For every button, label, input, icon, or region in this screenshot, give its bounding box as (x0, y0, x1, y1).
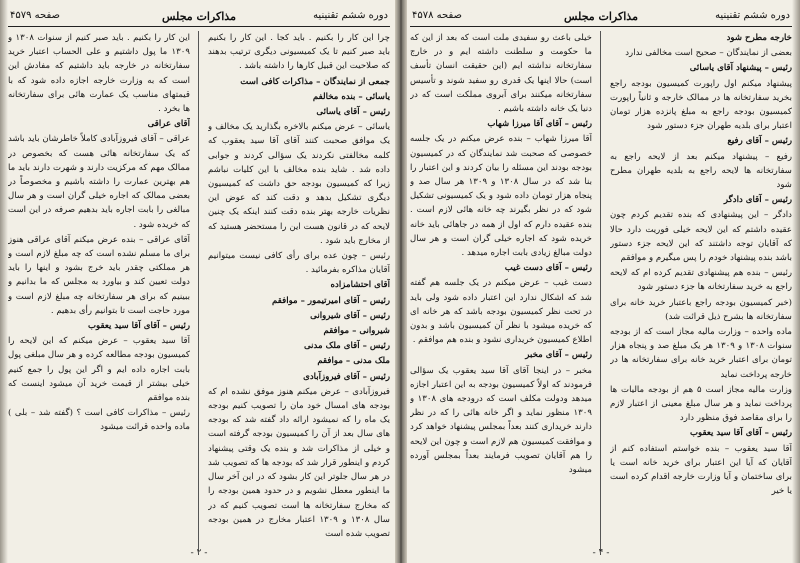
left-page-header (8, 6, 390, 27)
paragraph: مخبر – در اینجا آقای آقا سید یعقوب یک سؤالی فرمودند که اولاً کمیسیون بودجه به این اعتبار اجازه میدهد ودولت مکلف است که درودجه های ۱۳۰۸ و ۱۳۰۹ منظور نماید و اگر خانه هائی را که در نظر دارند خریداری کنند بعداً بمجلس پیشنهاد خواهد کرد و موافقت کمیسیون هم لازم است و چون این لایحه را هم آقایان تصویب فرمایند بعداً بمجلس آورده میشود (410, 365, 592, 476)
paragraph: بعضی از نمایندگان – صحیح است مخالفی ندارد (625, 48, 792, 59)
paragraph: خارجه مطرح شود (726, 33, 792, 43)
right-page-footer: - ۴ - (592, 548, 610, 558)
paragraph: ملک مدنی – موافقم (317, 356, 390, 367)
paragraph: یاسائی – عرض میکنم بالاخره بگذارید یک مخالف و یک موافق صحبت کنند آقای آقا سید یعقوب که کلمه مخالفتی نکردند یک سؤالی کردند و جوابی داده شد . شاید بنده مخالف با این کلیات نباشم زیرا که کمیسیون بودجه حق داشت که کمیسیون دیگری تشکیل بدهد و دقت کند که عوض این نظریات خارجه بهتر بنده دقت کنند اینکه یک چنین لایحه که در قانون هست این را مستحضر هستید که از مخارج باید شود . (208, 122, 390, 246)
paragraph: رئیس – آقای دست غیب (504, 263, 592, 274)
paragraph: رئیس – آقای آقا سید یعقوب (689, 428, 792, 439)
paragraph: رفیع – پیشنهاد میکنم بعد از لایحه راجع به سفارتخانه ها لایحه راجع به بلدیه طهران مطرح شود (610, 151, 792, 191)
paragraph: رئیس – آقای امیرتیمور – موافقم (272, 295, 390, 306)
paragraph: رئیس – آقای رفیع (727, 136, 792, 147)
left-header-session: دوره ششم تقنینیه (313, 10, 388, 21)
left-page-body (8, 31, 390, 551)
paragraph: ماده واحده – وزارت مالیه مجاز است که از بودجه سنوات ۱۳۰۸ و ۱۳۰۹ هر یک مبلغ صد و پنجاه هزار تومان برای اعتبار خرید خانه برای سفارتخانه ها در خارجه پرداخت نماید (610, 327, 792, 380)
left-edge-shadow (0, 0, 8, 563)
right-page-body (410, 31, 792, 551)
left-header-page-number: صفحه ۴۵۷۹ (10, 10, 61, 21)
column-divider (600, 31, 601, 551)
paragraph: آقا سید یعقوب – بنده خواستم استفاده کنم از آقایان که آیا این اعتبار برای خرید خانه است یا برای ساختمان و آیا وزارت خارجه اقدام کرده است یا خیر (610, 443, 792, 497)
paragraph: خیلی باعث رو سفیدی ملت است که بعد از این که ما حکومت و سلطنت داشته ایم و در خارج سفارتخانه نداشته ایم (این حقیقت انسان تأسف است) حالا اینها یک قدری رو سفید شوند و تأسیس سفارتخانه میکنند برای آبروی مملکت است که در دنیا یک خانه داشته باشیم . (410, 33, 592, 115)
right-edge-shadow (792, 0, 800, 563)
paragraph: رئیس – آقای آقا میرزا شهاب (487, 119, 592, 130)
paragraph: آقای عراقی – بنده عرض میکنم آقای عراقی هنوز برای ما مسلم نشده است که چه مبلغ لازم است و هر مملکتی چقدر باید خرج بشود و اینها را باید دولت تعیین کند و بیاورد به مجلس که ما بدانیم و ببینیم که برای هر سفارتخانه چه مبلغ لازم است و مورد حاجت است تا بتوانیم رأی بدهیم . (8, 234, 190, 316)
right-header-page-number: صفحه ۴۵۷۸ (412, 10, 463, 21)
paragraph: آقا میرزا شهاب – بنده عرض میکنم در یک جلسه خصوصی که صحبت شد نمایندگان که در کمیسیون بودجه بودند این مسئله را بیان کردند و این اعتبار را بنا شد که در سال ۱۳۰۸ و ۱۳۰۹ هر سال صد و پنجاه هزار تومان داده شود و یک کمیسیونی تشکیل شود که در نظر بگیرند چه خانه هائی لازم است . بنده عقیده دارم که اول از همه در جاهائی باید خانه خریده شود که اجاره خیلی گران است و هر سال دولت مبالغ زیادی بابت اجاره میدهد . (410, 134, 592, 259)
paragraph: این کار را بکنیم . باید صبر کنیم از سنوات ۱۳۰۸ و ۱۳۰۹ ما پول داشتیم و علی الحساب اعتبار خرید سفارتخانه در خارجه باید داشتیم که مفادش این است که به وزارت خارجه اجازه داده شود که با قیمتهای مناسب یک عمارت هائی برای سفارتخانه ها بخرد . (8, 33, 190, 115)
paragraph: رئیس – آقای یاسائی (316, 107, 390, 118)
paragraph: وزارت مالیه مجاز است ۵ هم از بودجه مالیات ها پرداخت نماید و هر سال مبلغ معینی از اعتبار لازم را برای مقاصد فوق منظور دارد (610, 384, 792, 424)
right-page-column-2 (410, 31, 592, 551)
paragraph: عراقی – آقای فیروزآبادی کاملاً خاطرشان باید باشد که یک سفارتخانه هائی هست که بخصوص در ممالک مهم که مرکزیت دارند و شهرت دارند باید ما هم بهترین عمارت را داشته باشیم و مخصوصاً در بعضی ممالک که اجاره خیلی گران است و هر سال مبالغی را بابت اجاره باید بدهیم صرفه در این است که خریده شود . (8, 134, 190, 230)
column-divider (198, 31, 199, 551)
book-gutter (395, 0, 407, 563)
right-header-session: دوره ششم تقنینیه (715, 10, 790, 21)
left-page-column-1 (208, 31, 390, 551)
left-page-footer: - ۲ - (190, 548, 208, 558)
paragraph: رئیس – آقای دادگر (723, 195, 792, 206)
paragraph: رئیس – آقای مخبر (525, 350, 592, 361)
paragraph: رئیس – آقای فیروزآبادی (303, 371, 390, 382)
right-page (410, 6, 792, 558)
paragraph: آقای عراقی (147, 119, 190, 130)
right-page-column-1 (610, 31, 792, 551)
paragraph: رئیس – بنده هم پیشنهادی تقدیم کرده ام که لایحه راجع به خرید سفارتخانه ها جزء دستور شود (610, 268, 792, 293)
paragraph: شیروانی – موافقم (323, 326, 390, 337)
left-page (8, 6, 390, 558)
paragraph: فیروزآبادی – عرض میکنم هنوز موفق نشده ام که بودجه های امسال خود مان را تصویب کنیم بودجه یک ماه را که نمیشود ارائه داد گفته شد که بودجه های سال بعد از آن را کمیسیون بودجه گرفته است و خیلی از مذاکرات شد و بنده یک وقتی پیشنهاد کردم و اینطور قرار شد که بودجه ها که تصویب شد در هر سال جلوتر این کار بشود که در این آخر سال ما اینطور معطل نشویم و در حدود همین بودجه را که مخارج سفارتخانه ها است تصویب کنیم که در سال ۱۳۰۸ و ۱۳۰۹ اعتبار مخارج در همین بودجه تصویب شده است (208, 386, 390, 539)
paragraph: رئیس – مذاکرات کافی است ؟ (گفته شد – بلی ) ماده واحده قرائت میشود (8, 408, 190, 433)
paragraph: پیشنهاد میکنم اول راپورت کمیسیون بودجه راجع بخرید سفارتخانه ها در ممالک خارجه و ثانیاً راپورت کمیسیون بودجه راجع به مبلغ پانزده هزار تومان اعتبار برای بلدیه طهران جزء دستور شود (610, 78, 792, 132)
right-page-header (410, 6, 792, 27)
paragraph: آقای احتشامزاده (330, 280, 390, 291)
paragraph: یاسائی – بنده مخالفم (312, 91, 390, 102)
paragraph: (خبر کمیسیون بودجه راجع باعتبار خرید خانه برای سفارتخانه ها بشرح ذیل قرائت شد) (610, 297, 792, 322)
paragraph: جمعی از نمایندگان – مذاکرات کافی است (240, 76, 390, 87)
paragraph: رئیس – آقای آقا سید یعقوب (87, 321, 190, 332)
paragraph: رئیس – آقای شیروانی (310, 310, 390, 321)
paragraph: رئیس – چون عده برای رأی کافی نیست میتوانیم آقایان مذاکره بفرمائید . (208, 251, 390, 276)
right-header-title: مذاکرات مجلس (564, 10, 638, 23)
paragraph: آقا سید یعقوب – عرض میکنم که این لایحه را کمیسیون بودجه مطالعه کرده و هر سال مبلغی پول بابت اجاره داده ایم و اگر این پول را جمع کنیم خیلی بیشتر از قیمت خرید آن میشود اینست که بنده موافقم (8, 336, 190, 404)
paragraph: دست غیب – عرض میکنم در یک جلسه هم گفته شد که اشکال ندارد این اعتبار داده شود ولی باید در تحت نظر کمیسیون بودجه باشد که هر خانه ای که خریده میشود با نظر آن کمیسیون باشد و بدون اطلاع کمیسیون خریداری نشود و بنده هم موافقم . (410, 278, 592, 346)
paragraph: چرا این کار را بکنیم . باید کجا . این کار را بکنیم باید صبر کنیم تا یک کمیسیونی دیگری ترتیب بدهند که صلاحیت این قبیل کارها را داشته باشد . (208, 33, 390, 72)
left-page-column-2 (8, 31, 190, 551)
left-header-title: مذاکرات مجلس (162, 10, 236, 23)
paragraph: رئیس – پیشنهاد آقای یاسائی (689, 63, 792, 74)
paragraph: رئیس – آقای ملک مدنی (303, 341, 390, 352)
paragraph: دادگر – این پیشنهادی که بنده تقدیم کردم چون عقیده داشتم که این لایحه خیلی فوریت دارد حالا که آقایان توجه داشتند که این لایحه جزء دستور باشد بنده پیشنهاد خودم را پس میگیرم و موافقم (610, 210, 792, 264)
